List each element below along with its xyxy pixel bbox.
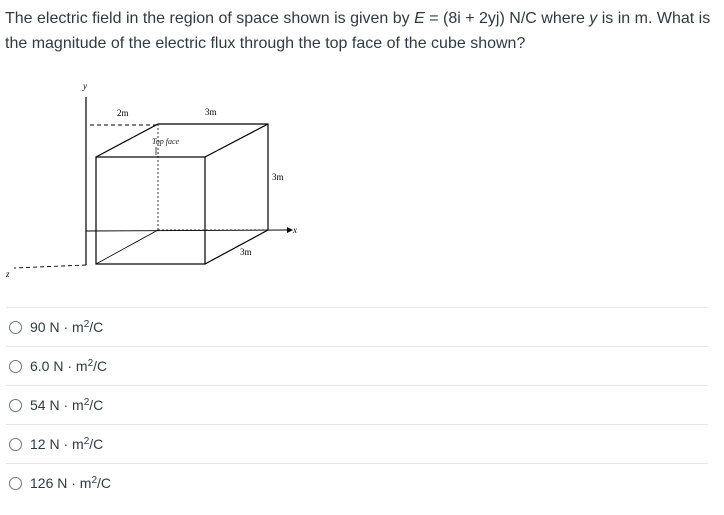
- radio-button[interactable]: [9, 477, 22, 490]
- variable-y: y: [589, 10, 598, 27]
- answer-option-2[interactable]: [6, 346, 708, 385]
- z-axis: [14, 265, 86, 268]
- radio-button[interactable]: [9, 360, 22, 373]
- cube-front-face: [96, 157, 205, 264]
- cube-bottom-left-edge: [96, 230, 158, 264]
- answer-label: 54 $N \cdot m^2/C$: [30, 397, 104, 413]
- cube-diagram: [0, 70, 330, 290]
- depth-edge-label: 3m: [240, 247, 252, 257]
- answer-option-5[interactable]: [6, 463, 708, 502]
- side-edge-label: 3m: [272, 172, 284, 182]
- question-text: [5, 6, 717, 56]
- question-part-3: is in m. What is the magnitude of the electric flux through the top face of the cube shown?: [5, 10, 711, 52]
- cube-top-right-edge: [205, 124, 268, 157]
- question-part-2: = (8i + 2yj) N/C where: [424, 10, 590, 27]
- y-axis-label: y: [83, 81, 87, 91]
- z-axis-label: z: [6, 269, 10, 279]
- cube-figure: [0, 70, 330, 290]
- answer-label: 12 $N \cdot m^2/C$: [30, 436, 104, 452]
- cube-bottom-right-edge: [205, 230, 268, 264]
- answer-label: 6.0 $N \cdot m^2/C$: [30, 358, 108, 374]
- x-axis-label: x: [293, 225, 297, 235]
- answer-list: [6, 307, 708, 502]
- answer-label: 90 $N \cdot m^2/C$: [30, 319, 104, 335]
- top-face-label: Top face: [152, 137, 180, 146]
- radio-button[interactable]: [9, 321, 22, 334]
- top-edge-label: 3m: [205, 107, 217, 117]
- offset-label: 2m: [117, 108, 129, 118]
- field-symbol: E: [414, 10, 425, 27]
- radio-button[interactable]: [9, 438, 22, 451]
- cube-top-left-edge: [96, 124, 158, 157]
- radio-button[interactable]: [9, 399, 22, 412]
- answer-label: 126 $N \cdot m^2/C$: [30, 475, 112, 491]
- answer-option-4[interactable]: [6, 424, 708, 463]
- answer-option-1[interactable]: [6, 307, 708, 346]
- answer-option-3[interactable]: [6, 385, 708, 424]
- question-part-1: The electric field in the region of space shown is given by: [5, 10, 415, 27]
